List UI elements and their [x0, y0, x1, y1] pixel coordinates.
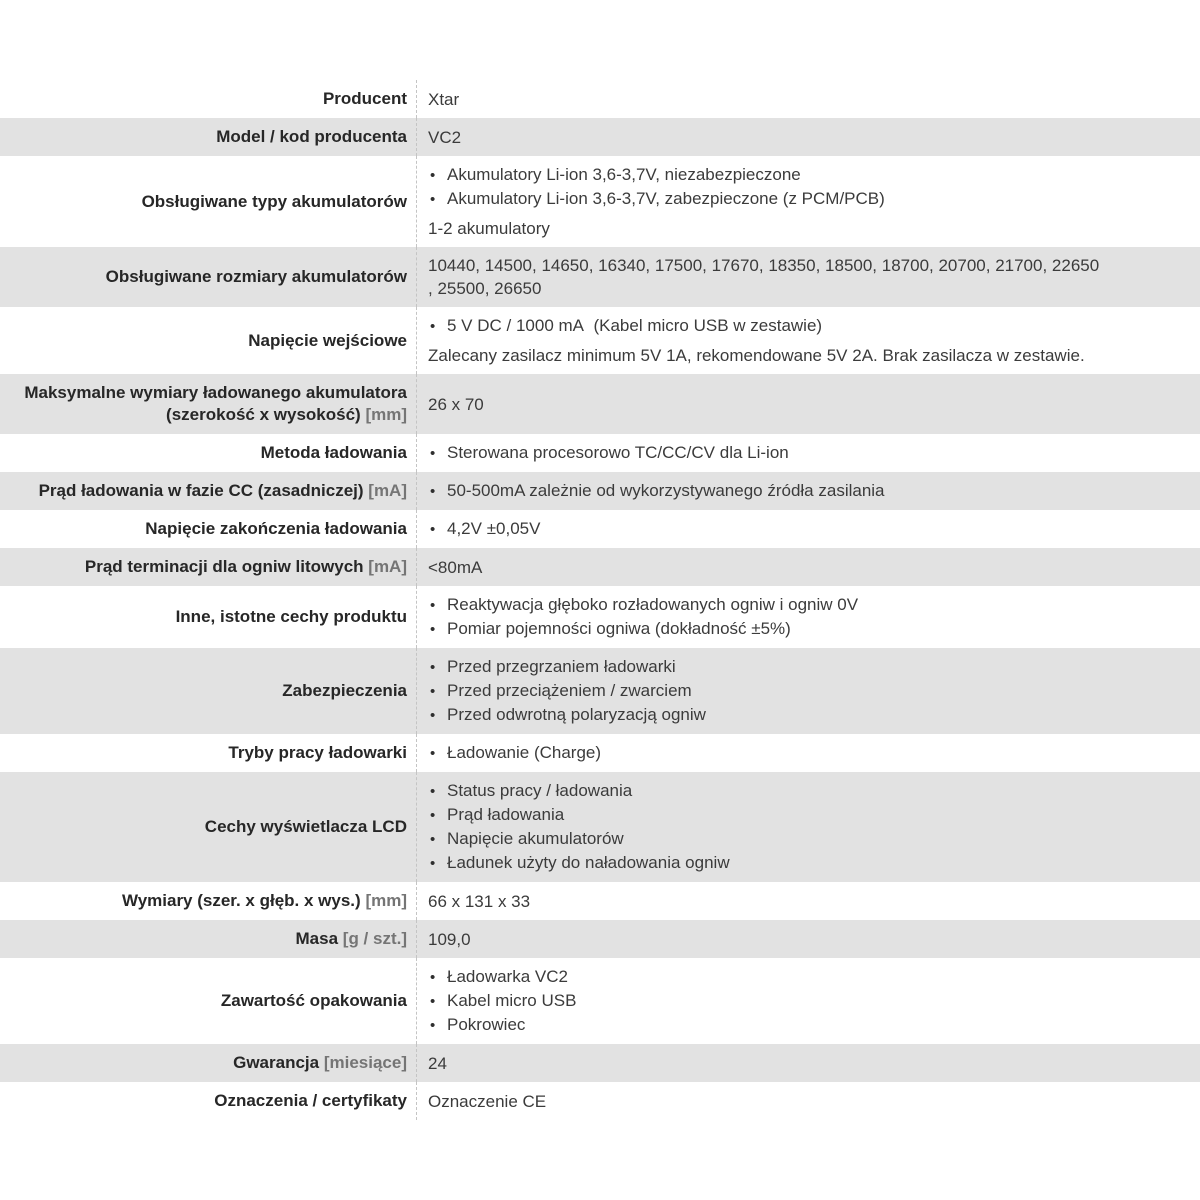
spec-row	[0, 247, 1200, 307]
spec-value-line	[428, 928, 1188, 951]
bullet-icon: •	[430, 993, 436, 1010]
spec-row	[0, 648, 1200, 734]
spec-label	[6, 1052, 407, 1074]
spec-label-unit: [mm]	[365, 891, 407, 910]
spec-value-line	[428, 1052, 1188, 1075]
spec-row	[0, 1082, 1200, 1120]
bullet-icon: •	[430, 831, 436, 848]
spec-value-bullet-line	[428, 163, 1188, 187]
spec-label-cell	[0, 920, 417, 958]
spec-value-bullet-line	[428, 803, 1188, 827]
spec-value-text: Akumulatory Li-ion 3,6-3,7V, zabezpieczone (z PCM/PCB)	[447, 189, 885, 208]
spec-label-text: Zabezpieczenia	[282, 681, 407, 700]
spec-label	[6, 126, 407, 148]
spec-value-bullet-line	[428, 851, 1188, 875]
spec-value-text: Ładowanie (Charge)	[447, 743, 602, 762]
bullet-icon: •	[430, 318, 436, 335]
spec-value-bullet-line	[428, 827, 1188, 851]
spec-value-text: 10440, 14500, 14650, 16340, 17500, 17670, 18350, 18500, 18700, 20700, 21700, 22650	[428, 256, 1100, 275]
spec-value-line	[428, 393, 1188, 416]
spec-value-bullet-line	[428, 965, 1188, 989]
spec-value-text: Reaktywacja głęboko rozładowanych ogniw i ogniw 0V	[447, 595, 859, 614]
spec-label-cell	[0, 434, 417, 472]
spec-value-text: 1-2 akumulatory	[428, 219, 550, 238]
spec-label-cell	[0, 307, 417, 374]
spec-value-line	[428, 277, 1188, 300]
spec-value-bullet-line	[428, 479, 1188, 503]
spec-value-bullet-line	[428, 655, 1188, 679]
spec-label-text: Masa	[295, 929, 339, 948]
spec-value-cell	[417, 1082, 1200, 1120]
spec-value-text: 26 x 70	[428, 394, 484, 414]
spec-label-cell	[0, 548, 417, 586]
spec-label-unit: [miesiące]	[323, 1053, 407, 1072]
spec-value-text: 4,2V ±0,05V	[447, 519, 541, 538]
spec-value-cell	[417, 958, 1200, 1044]
spec-value-text: Sterowana procesorowo TC/CC/CV dla Li-ion	[447, 443, 789, 462]
spec-label	[6, 556, 407, 578]
spec-label-text: Obsługiwane typy akumulatorów	[141, 191, 407, 211]
spec-label-unit: [mm]	[365, 405, 407, 424]
spec-value-bullet-line	[428, 741, 1188, 765]
bullet-icon: •	[430, 167, 436, 184]
spec-value-text: Status pracy / ładowania	[447, 781, 633, 800]
bullet-icon: •	[430, 521, 436, 538]
bullet-icon: •	[430, 659, 436, 676]
spec-row	[0, 920, 1200, 958]
spec-value-cell	[417, 772, 1200, 882]
spec-value-text: Zalecany zasilacz minimum 5V 1A, rekomendowane 5V 2A. Brak zasilacza w zestawie.	[428, 346, 1085, 365]
spec-label-unit: [mA]	[368, 557, 407, 576]
spec-value-text: Kabel micro USB	[447, 991, 577, 1010]
bullet-icon: •	[430, 191, 436, 208]
spec-value-text: 66 x 131 x 33	[428, 891, 531, 911]
spec-label-cell	[0, 472, 417, 510]
spec-label	[6, 816, 407, 838]
spec-label-text: Napięcie wejściowe	[248, 330, 407, 350]
spec-value-line	[428, 126, 1188, 149]
spec-value-text: <80mA	[428, 557, 483, 577]
spec-label-cell	[0, 1044, 417, 1082]
spec-value-text: Przed przegrzaniem ładowarki	[447, 657, 676, 676]
spec-value-text: Przed odwrotną polaryzacją ogniw	[447, 705, 706, 724]
spec-label-text: Cechy wyświetlacza LCD	[204, 817, 407, 836]
spec-row	[0, 434, 1200, 472]
spec-label	[6, 518, 407, 540]
spec-label-cell	[0, 118, 417, 156]
spec-value-bullet-line	[428, 779, 1188, 803]
spec-label-text: Prąd ładowania w fazie CC (zasadniczej)	[38, 481, 364, 500]
spec-row	[0, 772, 1200, 882]
spec-value-cell	[417, 734, 1200, 772]
spec-label	[6, 680, 407, 702]
spec-label	[6, 928, 407, 950]
bullet-icon: •	[430, 597, 436, 614]
spec-value-text: 109,0	[428, 929, 471, 949]
spec-label-cell	[0, 510, 417, 548]
spec-table	[0, 80, 1200, 1120]
spec-value-text: Ładowarka VC2	[447, 967, 568, 986]
spec-row	[0, 307, 1200, 374]
bullet-icon: •	[430, 445, 436, 462]
spec-label-text: Producent	[322, 89, 407, 108]
spec-value-bullet-line	[428, 1013, 1188, 1037]
spec-label-text: Gwarancja	[233, 1053, 320, 1072]
spec-row	[0, 882, 1200, 920]
spec-label	[6, 382, 407, 426]
spec-value-cell	[417, 510, 1200, 548]
spec-value-bullet-line	[428, 517, 1188, 541]
spec-label-text: Inne, istotne cechy produktu	[175, 607, 407, 626]
spec-value-cell	[417, 548, 1200, 586]
spec-label-text: Zawartość opakowania	[220, 991, 407, 1010]
spec-label	[6, 191, 407, 213]
spec-label-text: Prąd terminacji dla ogniw litowych	[84, 557, 364, 576]
spec-value-text: Akumulatory Li-ion 3,6-3,7V, niezabezpieczone	[447, 165, 801, 184]
bullet-icon: •	[430, 683, 436, 700]
spec-row	[0, 156, 1200, 247]
spec-value-cell	[417, 1044, 1200, 1082]
spec-label-text: Model / kod producenta	[216, 127, 407, 146]
spec-label-text: Oznaczenia / certyfikaty	[214, 1091, 407, 1110]
spec-value-cell	[417, 118, 1200, 156]
spec-value-text: 5 V DC / 1000 mA (Kabel micro USB w zestawie)	[447, 316, 823, 335]
spec-value-line	[428, 217, 1188, 240]
spec-row	[0, 80, 1200, 118]
spec-label-unit: [mA]	[368, 481, 407, 500]
spec-row	[0, 1044, 1200, 1082]
spec-row	[0, 472, 1200, 510]
spec-value-bullet-line	[428, 617, 1188, 641]
spec-row	[0, 548, 1200, 586]
spec-label-cell	[0, 80, 417, 118]
spec-value-bullet-line	[428, 187, 1188, 211]
spec-value-text: Pokrowiec	[447, 1015, 526, 1034]
spec-value-bullet-line	[428, 703, 1188, 727]
spec-value-cell	[417, 586, 1200, 648]
spec-row	[0, 118, 1200, 156]
spec-value-text: Xtar	[428, 89, 460, 109]
spec-value-cell	[417, 307, 1200, 374]
spec-label-cell	[0, 734, 417, 772]
spec-value-bullet-line	[428, 989, 1188, 1013]
bullet-icon: •	[430, 483, 436, 500]
spec-value-line	[428, 890, 1188, 913]
spec-label	[6, 88, 407, 110]
spec-label-cell	[0, 156, 417, 247]
spec-label-cell	[0, 1082, 417, 1120]
spec-label-text: Tryby pracy ładowarki	[228, 743, 407, 762]
spec-value-line	[428, 1090, 1188, 1113]
spec-value-cell	[417, 434, 1200, 472]
spec-label-cell	[0, 586, 417, 648]
spec-value-text: , 25500, 26650	[428, 279, 542, 298]
spec-value-bullet-line	[428, 314, 1188, 338]
spec-value-cell	[417, 472, 1200, 510]
spec-value-line	[428, 556, 1188, 579]
spec-label	[6, 606, 407, 628]
spec-row	[0, 510, 1200, 548]
spec-value-text: VC2	[428, 127, 462, 147]
bullet-icon: •	[430, 783, 436, 800]
spec-value-text: Prąd ładowania	[447, 805, 565, 824]
spec-row	[0, 734, 1200, 772]
spec-value-text: Ładunek użyty do naładowania ogniw	[447, 853, 730, 872]
spec-label-cell	[0, 772, 417, 882]
spec-label	[6, 266, 407, 288]
spec-value-cell	[417, 156, 1200, 247]
spec-value-cell	[417, 882, 1200, 920]
spec-value-line	[428, 88, 1188, 111]
spec-value-cell	[417, 374, 1200, 434]
spec-value-line	[428, 344, 1188, 367]
bullet-icon: •	[430, 621, 436, 638]
spec-row	[0, 958, 1200, 1044]
spec-value-cell	[417, 648, 1200, 734]
spec-label-text: Wymiary (szer. x głęb. x wys.)	[121, 891, 361, 910]
spec-value-cell	[417, 247, 1200, 307]
spec-value-text: Przed przeciążeniem / zwarciem	[447, 681, 692, 700]
spec-value-cell	[417, 920, 1200, 958]
spec-label	[6, 890, 407, 912]
spec-value-text: Napięcie akumulatorów	[447, 829, 624, 848]
spec-label-cell	[0, 958, 417, 1044]
bullet-icon: •	[430, 1017, 436, 1034]
spec-label	[6, 442, 407, 464]
spec-label-cell	[0, 648, 417, 734]
spec-label-cell	[0, 374, 417, 434]
spec-value-text: 24	[428, 1053, 447, 1073]
spec-value-text: 50-500mA zależnie od wykorzystywanego źródła zasilania	[447, 481, 885, 500]
spec-value-text: Pomiar pojemności ogniwa (dokładność ±5%)	[447, 619, 791, 638]
spec-label	[6, 1090, 407, 1112]
spec-value-bullet-line	[428, 679, 1188, 703]
spec-value-bullet-line	[428, 593, 1188, 617]
bullet-icon: •	[430, 745, 436, 762]
spec-label	[6, 990, 407, 1012]
spec-label	[6, 742, 407, 764]
spec-value-line	[428, 254, 1188, 277]
bullet-icon: •	[430, 855, 436, 872]
bullet-icon: •	[430, 807, 436, 824]
spec-label	[6, 480, 407, 502]
spec-row	[0, 374, 1200, 434]
spec-label-text: Napięcie zakończenia ładowania	[145, 519, 407, 538]
spec-label-text: Obsługiwane rozmiary akumulatorów	[105, 267, 407, 286]
spec-label	[6, 330, 407, 352]
bullet-icon: •	[430, 707, 436, 724]
spec-label-cell	[0, 882, 417, 920]
spec-row	[0, 586, 1200, 648]
spec-value-cell	[417, 80, 1200, 118]
spec-label-unit: [g / szt.]	[342, 929, 407, 948]
spec-label-text: Metoda ładowania	[260, 443, 407, 462]
spec-value-text: Oznaczenie CE	[428, 1091, 547, 1111]
spec-value-bullet-line	[428, 441, 1188, 465]
bullet-icon: •	[430, 969, 436, 986]
spec-label-text: Maksymalne wymiary ładowanego akumulatora (szerokość x wysokość)	[24, 383, 407, 424]
spec-label-cell	[0, 247, 417, 307]
